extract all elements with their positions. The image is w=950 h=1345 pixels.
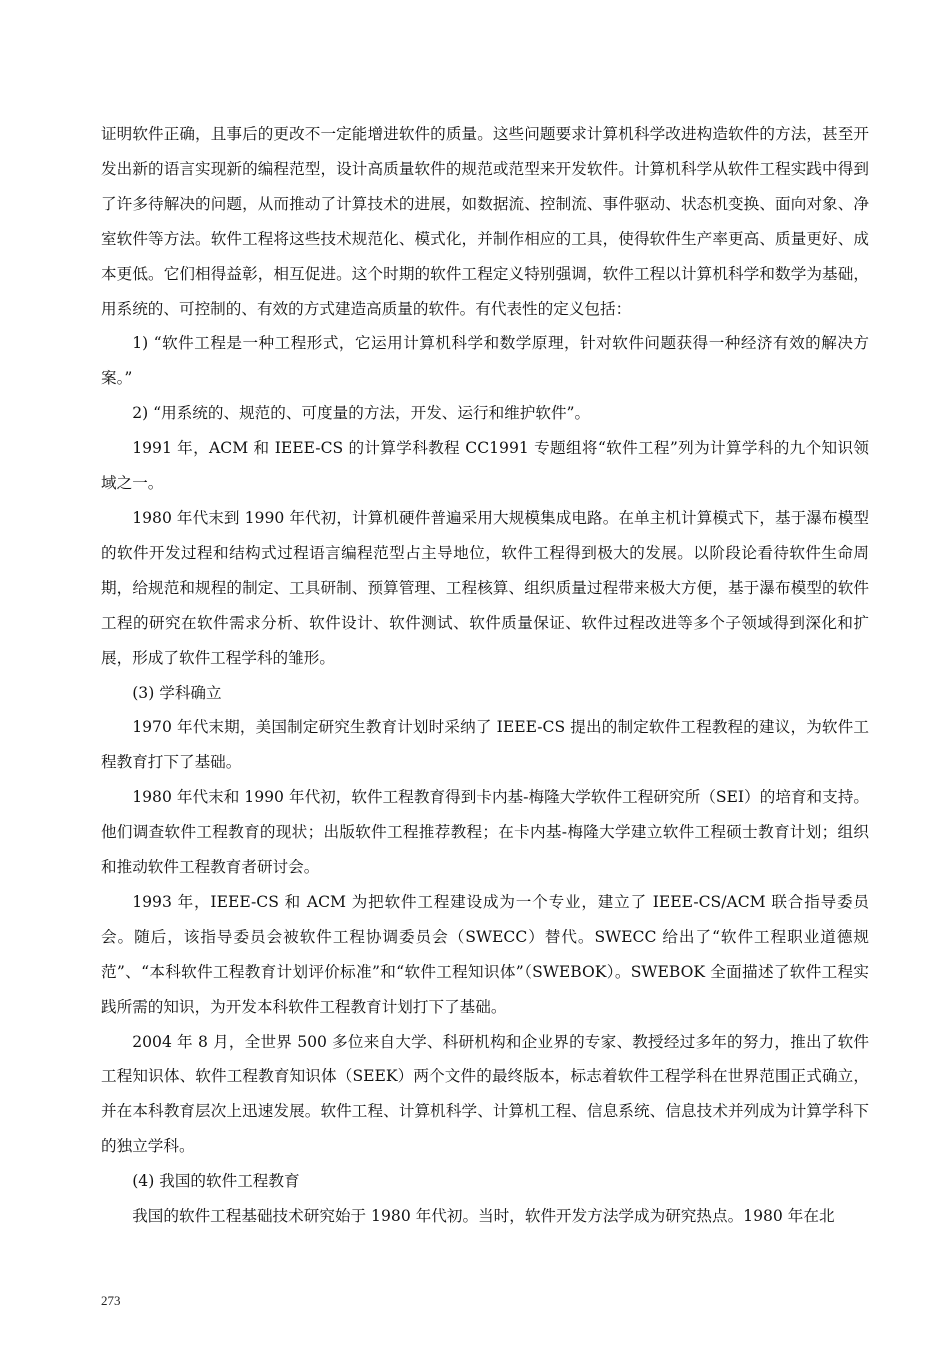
paragraph-1970s: 1970 年代末期，美国制定研究生教育计划时采纳了 IEEE-CS 提出的制定软件工程教程的建议，为软件工程教育打下了基础。	[101, 718, 869, 772]
paragraph-2004: 2004 年 8 月，全世界 500 多位来自大学、科研机构和企业界的专家、教授经过多年的努力，推出了软件工程知识体、软件工程教育知识体（SEEK）两个文件的最终版本，标志着软件工程学科在世界范围正式确立，并在本科教育层次上迅速发展。软件工程、计算机科学、计算机工程、信息系统、信息技术并列成为计算学科下的独立学科。	[101, 1032, 869, 1156]
page-number: 273	[101, 1293, 121, 1308]
definition-item-1: 1) “软件工程是一种工程形式，它运用计算机科学和数学原理，针对软件问题获得一种经济有效的解决方案。”	[101, 334, 869, 388]
paragraph-sei: 1980 年代末和 1990 年代初，软件工程教育得到卡内基-梅隆大学软件工程研究所（SEI）的培育和支持。他们调查软件工程教育的现状；出版软件工程推荐教程；在卡内基-梅隆大学建立软件工程硕士教育计划；组织和推动软件工程教育者研讨会。	[101, 788, 869, 877]
section-heading-4: (4) 我国的软件工程教育	[132, 1172, 300, 1191]
paragraph-1993: 1993 年，IEEE-CS 和 ACM 为把软件工程建设成为一个专业，建立了 IEEE-CS/ACM 联合指导委员会。随后，该指导委员会被软件工程协调委员会（SWECC）替代。SWECC 给出了“软件工程职业道德规范”、“本科软件工程教育计划评价标准”和“软件工程知识体”（SWEBOK）。SWEBOK 全面描述了软件工程实践所需的知识，为开发本科软件工程教育计划打下了基础。	[101, 892, 869, 1016]
body-text	[101, 117, 869, 1234]
paragraph-1980s-hardware: 1980 年代末到 1990 年代初，计算机硬件普遍采用大规模集成电路。在单主机计算模式下，基于瀑布模型的软件开发过程和结构式过程语言编程范型占主导地位，软件工程得到极大的发展。以阶段论看待软件生命周期，给规范和规程的制定、工具研制、预算管理、工程核算、组织质量过程带来极大方便，基于瀑布模型的软件工程的研究在软件需求分析、软件设计、软件测试、软件质量保证、软件过程改进等多个子领域得到深化和扩展，形成了软件工程学科的雏形。	[101, 508, 869, 667]
paragraph-cc1991: 1991 年，ACM 和 IEEE-CS 的计算学科教程 CC1991 专题组将“软件工程”列为计算学科的九个知识领域之一。	[101, 439, 869, 493]
section-heading-3: (3) 学科确立	[132, 683, 222, 702]
definition-item-2: 2) “用系统的、规范的、可度量的方法，开发、运行和维护软件”。	[132, 404, 591, 423]
paragraph-china: 我国的软件工程基础技术研究始于 1980 年代初。当时，软件开发方法学成为研究热点。1980 年在北	[132, 1207, 835, 1226]
paragraph-continuation: 证明软件正确，且事后的更改不一定能增进软件的质量。这些问题要求计算机科学改进构造软件的方法，甚至开发出新的语言实现新的编程范型，设计高质量软件的规范或范型来开发软件。计算机科学从软件工程实践中得到了许多待解决的问题，从而推动了计算技术的进展，如数据流、控制流、事件驱动、状态机变换、面向对象、净室软件等方法。软件工程将这些技术规范化、模式化，并制作相应的工具，使得软件生产率更高、质量更好、成本更低。它们相得益彰，相互促进。这个时期的软件工程定义特别强调，软件工程以计算机科学和数学为基础，用系统的、可控制的、有效的方式建造高质量的软件。有代表性的定义包括：	[101, 125, 869, 318]
